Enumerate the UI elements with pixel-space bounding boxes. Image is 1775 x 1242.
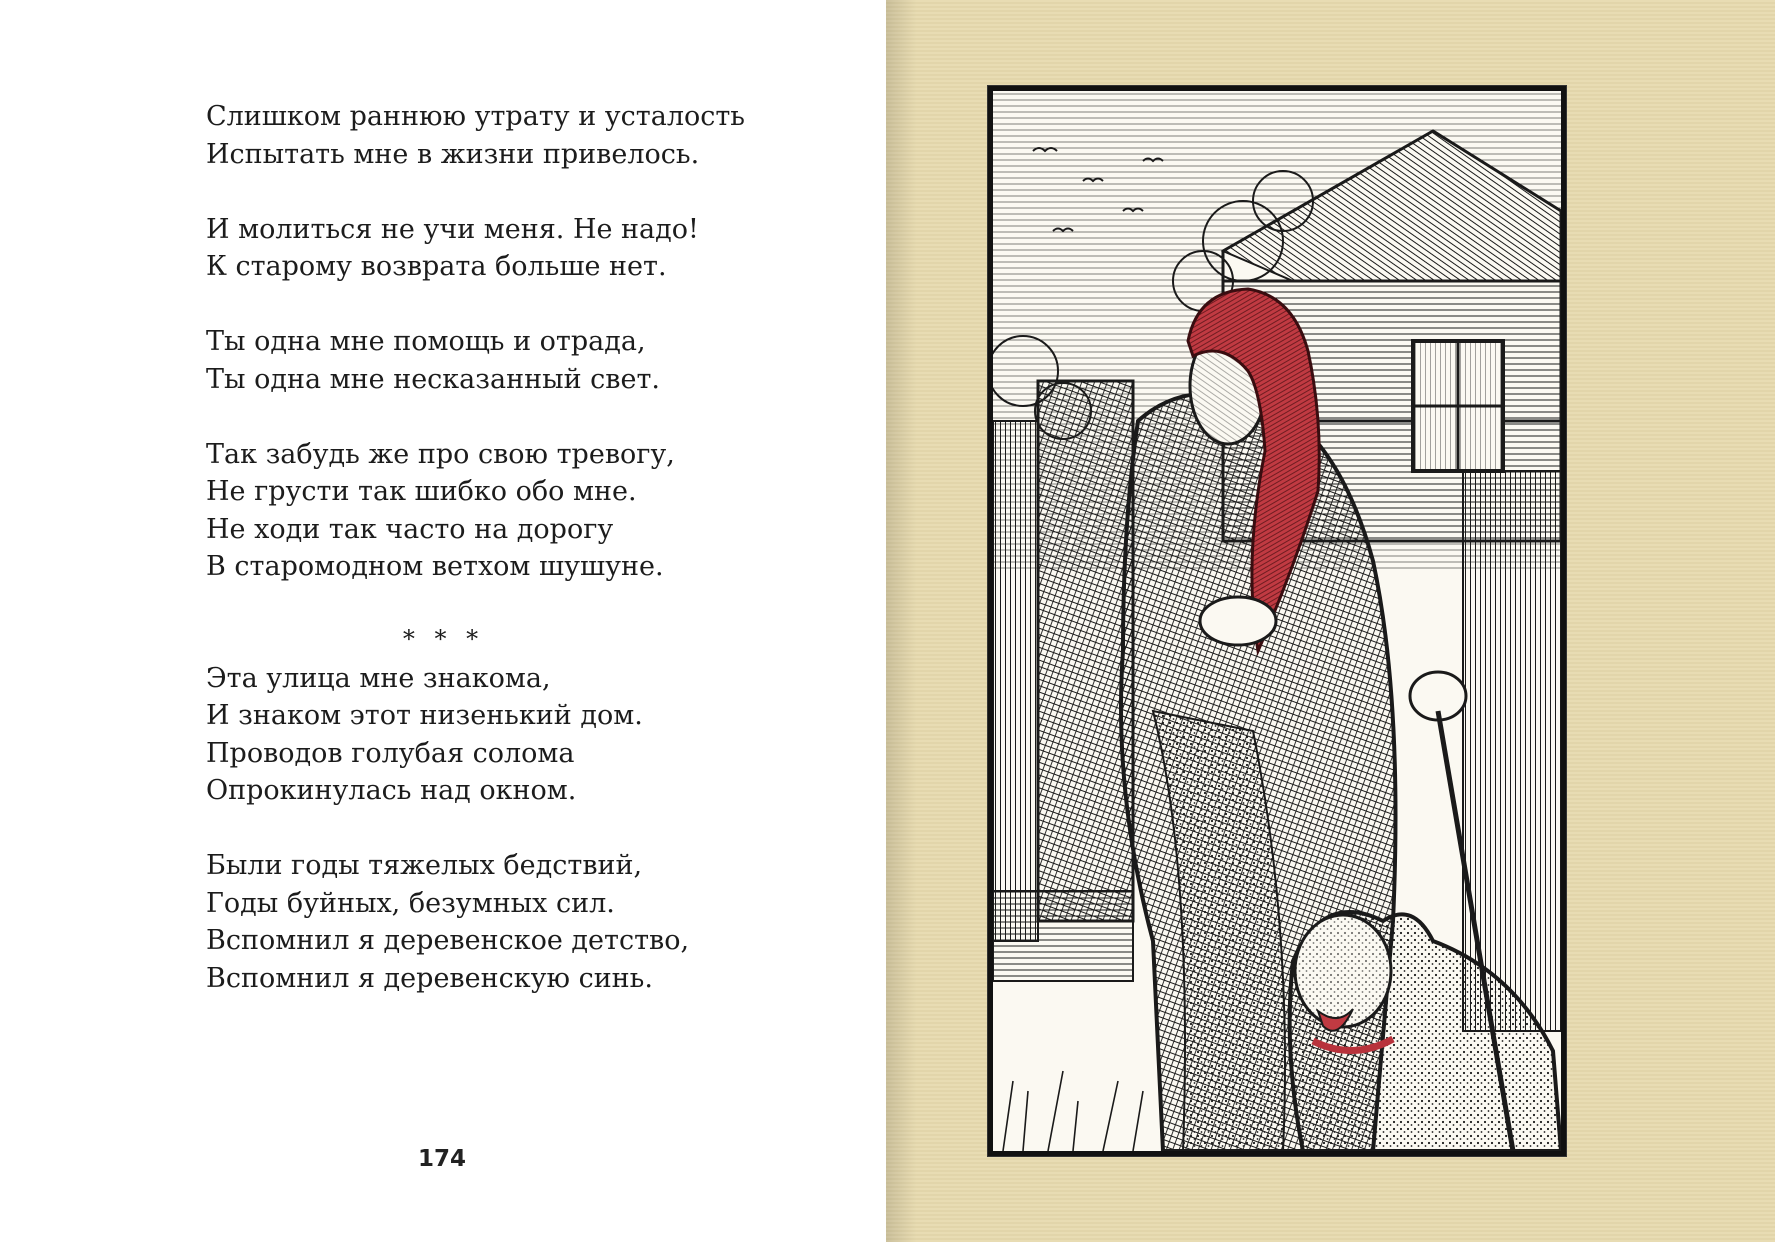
stanza [206,660,846,810]
poem-line: Эта улица мне знакома, [206,662,551,694]
poem-line: Опрокинулась над окном. [206,775,577,806]
poem-line: Вспомнил я деревенское детство, [206,925,690,956]
poem-line: Не ходи так часто на дорогу [206,513,614,545]
poem-line: Вспомнил я деревенскую синь. [206,962,653,994]
poem-line: Испытать мне в жизни привелось. [206,138,700,170]
poem-text [206,98,846,997]
poem-line: Не грусти так шибко обо мне. [206,476,637,507]
illustration [993,91,1561,1151]
stanza [206,323,846,398]
poem-line: Были годы тяжелых бедствий, [206,850,643,881]
right-page [886,0,1775,1242]
stanza [206,211,846,286]
poem-separator: * * * [402,625,485,653]
poem-line: Ты одна мне помощь и отрада, [206,326,646,357]
stanza [206,436,846,586]
poem-line: Годы буйных, безумных сил. [206,887,615,919]
poem-line: Слишком раннюю утрату и усталость [206,101,745,132]
stanza [206,98,846,173]
illustration-frame [988,86,1566,1156]
gutter-shadow [886,0,916,1242]
poem-line: И молиться не учи меня. Не надо! [206,213,699,245]
stanza [206,847,846,997]
page-number: 174 [418,1146,467,1172]
poem-line: Проводов голубая солома [206,737,575,769]
poem-line: И знаком этот низенький дом. [206,700,643,731]
poem-line: К старому возврата больше нет. [206,251,667,282]
poem-line: В старомодном ветхом шушуне. [206,551,664,582]
poem-line: Ты одна мне несказанный свет. [206,363,660,395]
poem-line: Так забудь же про свою тревогу, [206,438,675,470]
left-page [0,0,886,1242]
grass-strokes [1003,1071,1143,1151]
